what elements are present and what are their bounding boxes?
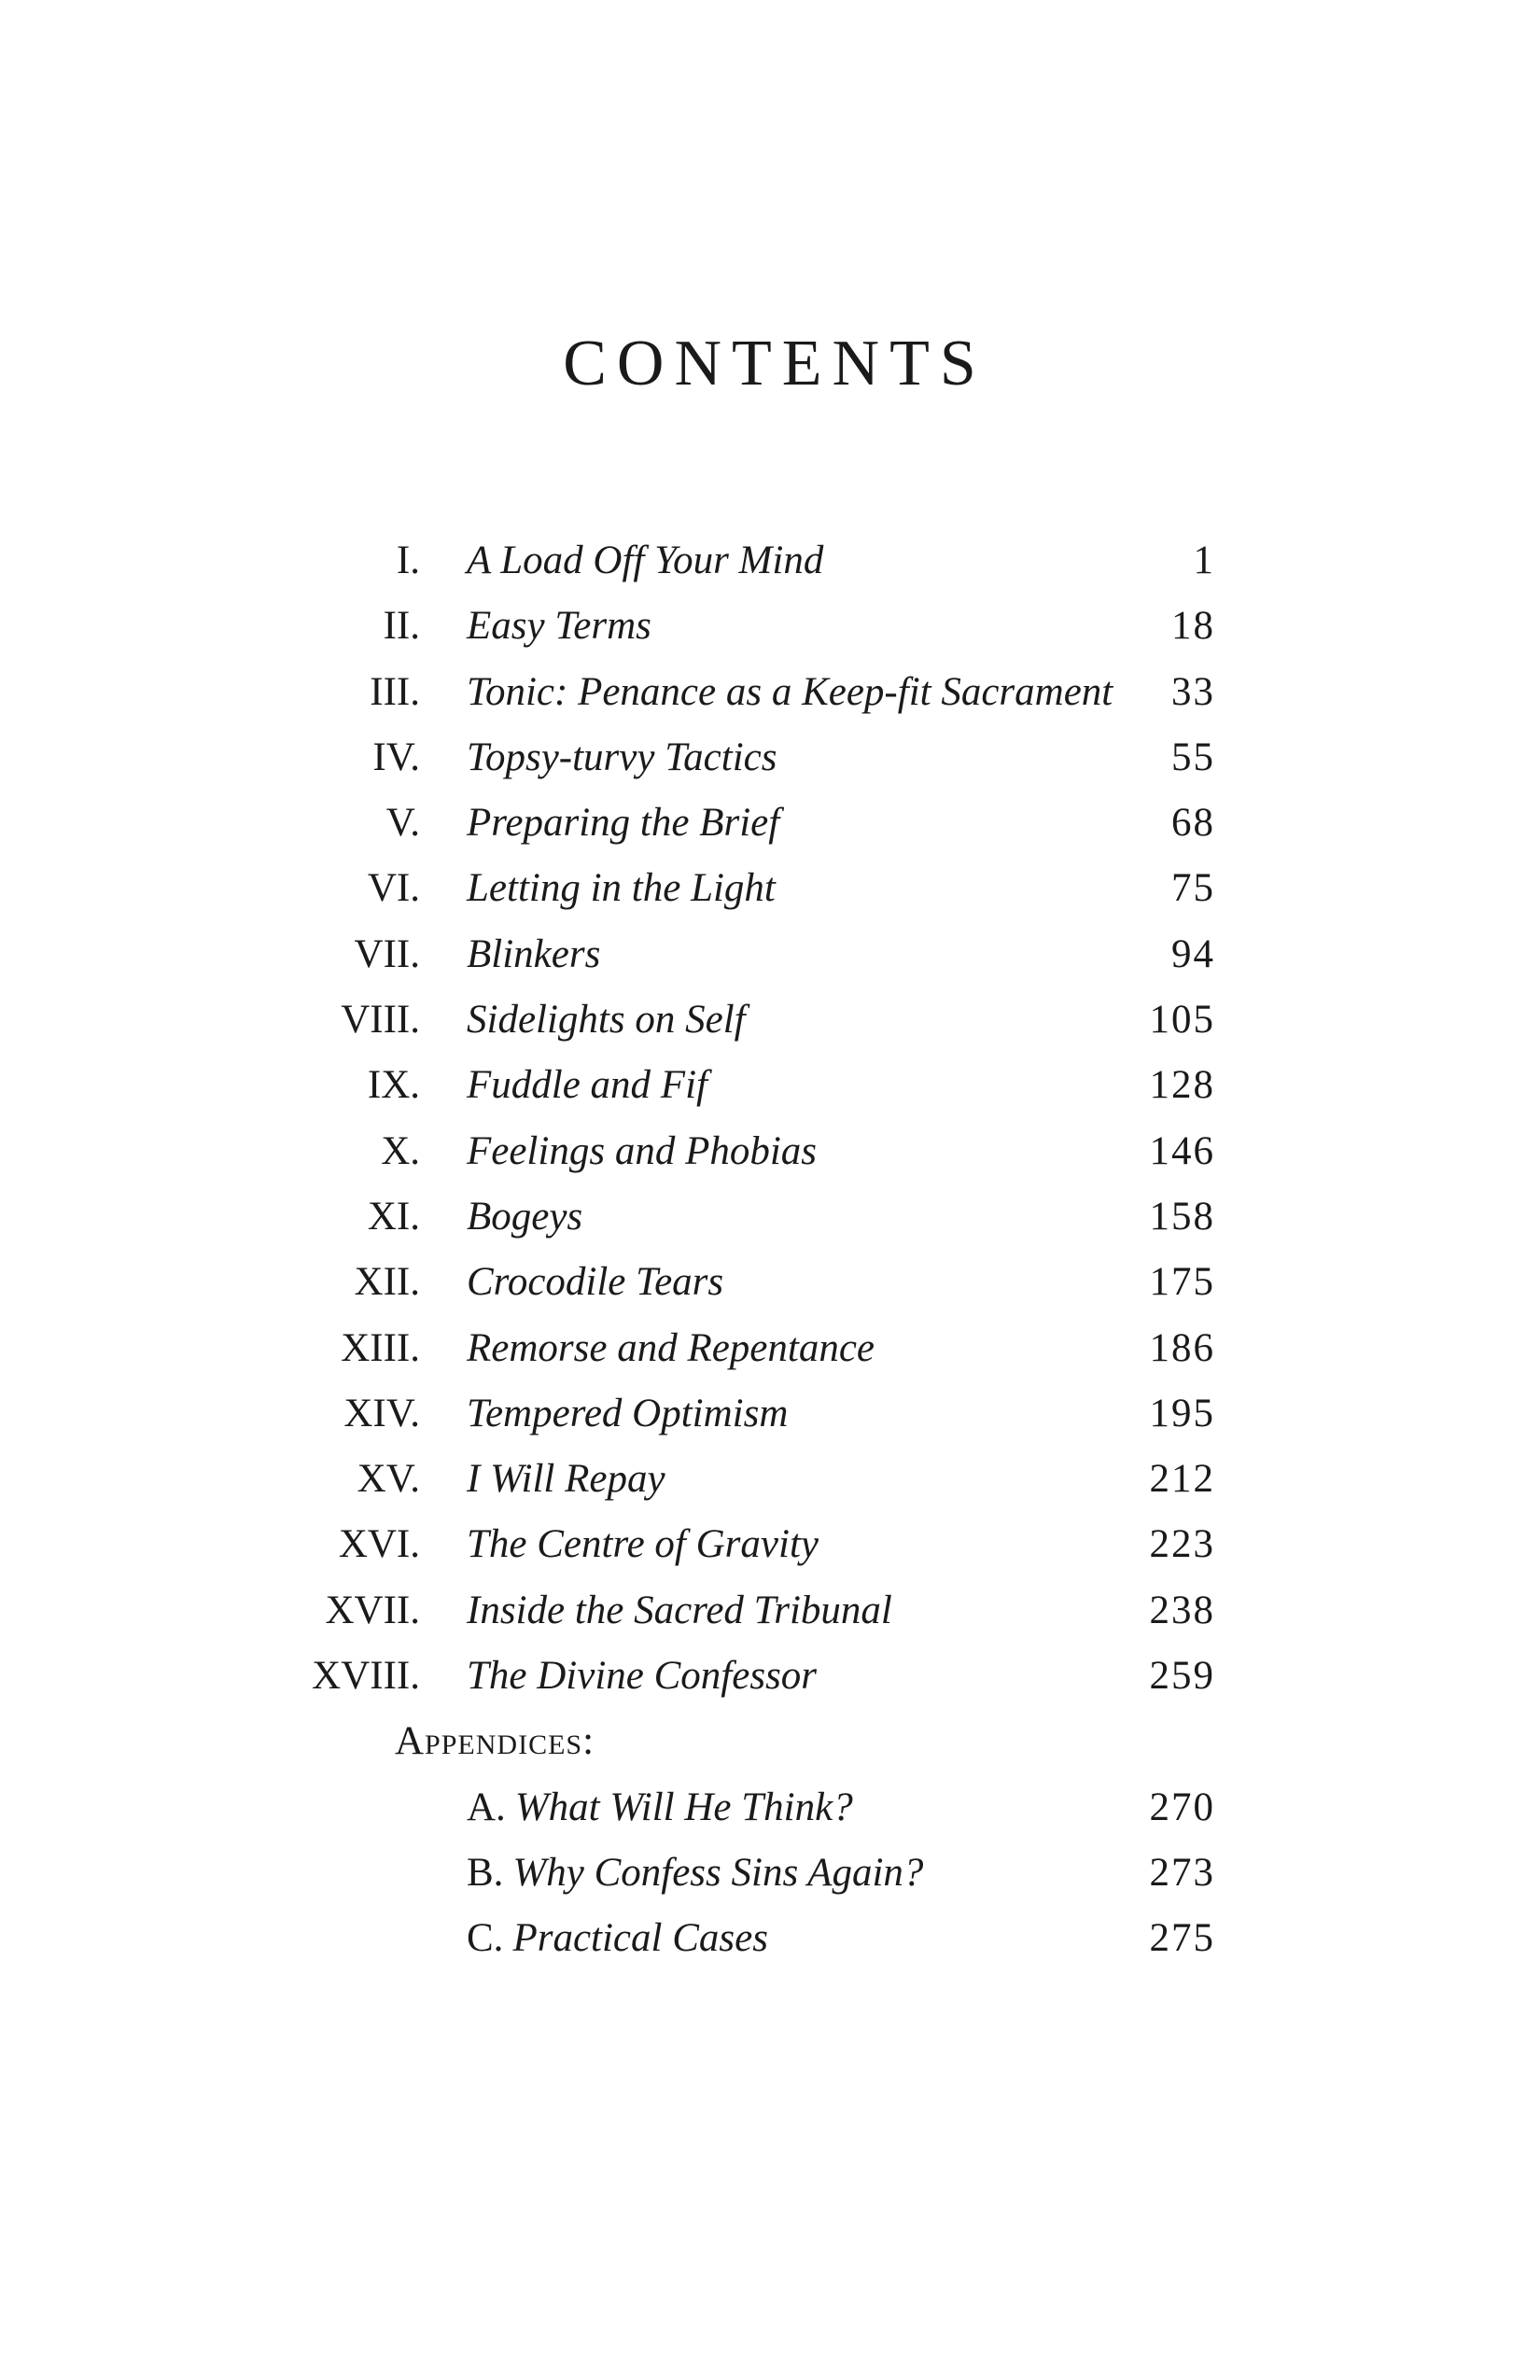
appendices-heading: Appendices:: [395, 1719, 595, 1764]
appendix-title: What Will He Think?: [514, 1785, 853, 1829]
chapter-title: The Centre of Gravity: [467, 1522, 819, 1567]
toc-row: [0, 1447, 1540, 1512]
chapter-page: 175: [1149, 1260, 1215, 1305]
toc-row: [0, 594, 1540, 659]
chapter-page: 186: [1149, 1325, 1215, 1370]
appendix-entry: [467, 1906, 768, 1971]
toc-row: [0, 987, 1540, 1053]
toc-row: [0, 922, 1540, 987]
chapter-page: 1: [1193, 539, 1215, 582]
chapter-page: 238: [1149, 1588, 1215, 1632]
page-title: CONTENTS: [563, 328, 987, 399]
chapter-numeral: X.: [381, 1128, 420, 1173]
chapter-numeral: IX.: [367, 1063, 420, 1108]
chapter-page: 68: [1171, 801, 1215, 846]
chapter-page: 195: [1149, 1391, 1215, 1435]
chapter-numeral: V.: [385, 801, 420, 846]
appendix-page: 273: [1149, 1850, 1215, 1895]
appendix-letter: B.: [467, 1850, 504, 1895]
chapter-page: 55: [1171, 735, 1215, 779]
chapter-numeral: XIII.: [341, 1325, 420, 1370]
appendix-letter: C.: [467, 1916, 504, 1961]
chapter-numeral: XI.: [367, 1194, 420, 1239]
chapter-page: 259: [1149, 1654, 1215, 1699]
chapter-page: 18: [1171, 604, 1215, 649]
chapter-title: Blinkers: [467, 931, 601, 976]
toc-row: [0, 791, 1540, 856]
toc-row: [0, 1250, 1540, 1315]
chapter-numeral: IV.: [372, 735, 420, 779]
chapter-page: 158: [1149, 1194, 1215, 1239]
chapter-title: Easy Terms: [467, 604, 651, 649]
chapter-title: Topsy-turvy Tactics: [467, 735, 777, 779]
appendix-letter: A.: [467, 1785, 506, 1829]
chapter-title: Tonic: Penance as a Keep-fit Sacrament: [467, 669, 1113, 714]
chapter-title: Preparing the Brief: [467, 801, 780, 846]
chapter-numeral: VII.: [354, 931, 420, 976]
appendix-entry: [467, 1775, 853, 1841]
chapter-page: 94: [1171, 931, 1215, 976]
chapter-title: Inside the Sacred Tribunal: [467, 1588, 892, 1632]
chapter-page: 212: [1149, 1457, 1215, 1502]
chapter-title: I Will Repay: [467, 1457, 665, 1502]
chapter-title: Fuddle and Fif: [467, 1063, 707, 1108]
appendix-row: [0, 1906, 1540, 1971]
appendix-page: 275: [1149, 1916, 1215, 1961]
chapter-title: Remorse and Repentance: [467, 1325, 875, 1370]
chapter-numeral: VI.: [367, 866, 420, 911]
appendix-row: [0, 1775, 1540, 1841]
toc-row: [0, 528, 1540, 594]
chapter-numeral: III.: [370, 669, 420, 714]
chapter-page: 146: [1149, 1128, 1215, 1173]
toc-row: [0, 1512, 1540, 1577]
appendix-page: 270: [1149, 1785, 1215, 1829]
chapter-numeral: XII.: [354, 1260, 420, 1305]
table-of-contents: [0, 528, 1540, 1972]
chapter-numeral: XVII.: [325, 1588, 420, 1632]
appendix-entry: [467, 1841, 923, 1906]
appendix-title: Practical Cases: [512, 1916, 768, 1961]
chapter-title: The Divine Confessor: [467, 1654, 818, 1699]
appendices-heading-row: [0, 1709, 1540, 1774]
toc-row: [0, 1184, 1540, 1250]
chapter-title: Bogeys: [467, 1194, 583, 1239]
chapter-numeral: XVI.: [338, 1522, 420, 1567]
toc-row: [0, 1316, 1540, 1381]
chapter-page: 75: [1171, 866, 1215, 911]
chapter-numeral: XVIII.: [312, 1654, 420, 1699]
chapter-numeral: VIII.: [341, 998, 420, 1043]
chapter-page: 128: [1149, 1063, 1215, 1108]
toc-row: [0, 660, 1540, 725]
chapter-page: 223: [1149, 1522, 1215, 1567]
chapter-title: Crocodile Tears: [467, 1260, 724, 1305]
appendix-row: [0, 1841, 1540, 1906]
chapter-numeral: XV.: [357, 1457, 420, 1502]
chapter-title: A Load Off Your Mind: [467, 539, 824, 582]
toc-row: [0, 1578, 1540, 1644]
chapter-title: Feelings and Phobias: [467, 1128, 818, 1173]
chapter-title: Tempered Optimism: [467, 1391, 789, 1435]
toc-row: [0, 1644, 1540, 1709]
toc-row: [0, 1381, 1540, 1447]
toc-row: [0, 1053, 1540, 1118]
chapter-numeral: II.: [383, 604, 420, 649]
toc-row: [0, 725, 1540, 791]
chapter-title: Letting in the Light: [467, 866, 776, 911]
chapter-page: 105: [1149, 998, 1215, 1043]
chapter-page: 33: [1171, 669, 1215, 714]
appendix-title: Why Confess Sins Again?: [512, 1850, 924, 1895]
toc-row: [0, 856, 1540, 921]
chapter-title: Sidelights on Self: [467, 998, 746, 1043]
chapter-numeral: XIV.: [343, 1391, 420, 1435]
chapter-numeral: I.: [396, 539, 420, 582]
toc-row: [0, 1119, 1540, 1184]
